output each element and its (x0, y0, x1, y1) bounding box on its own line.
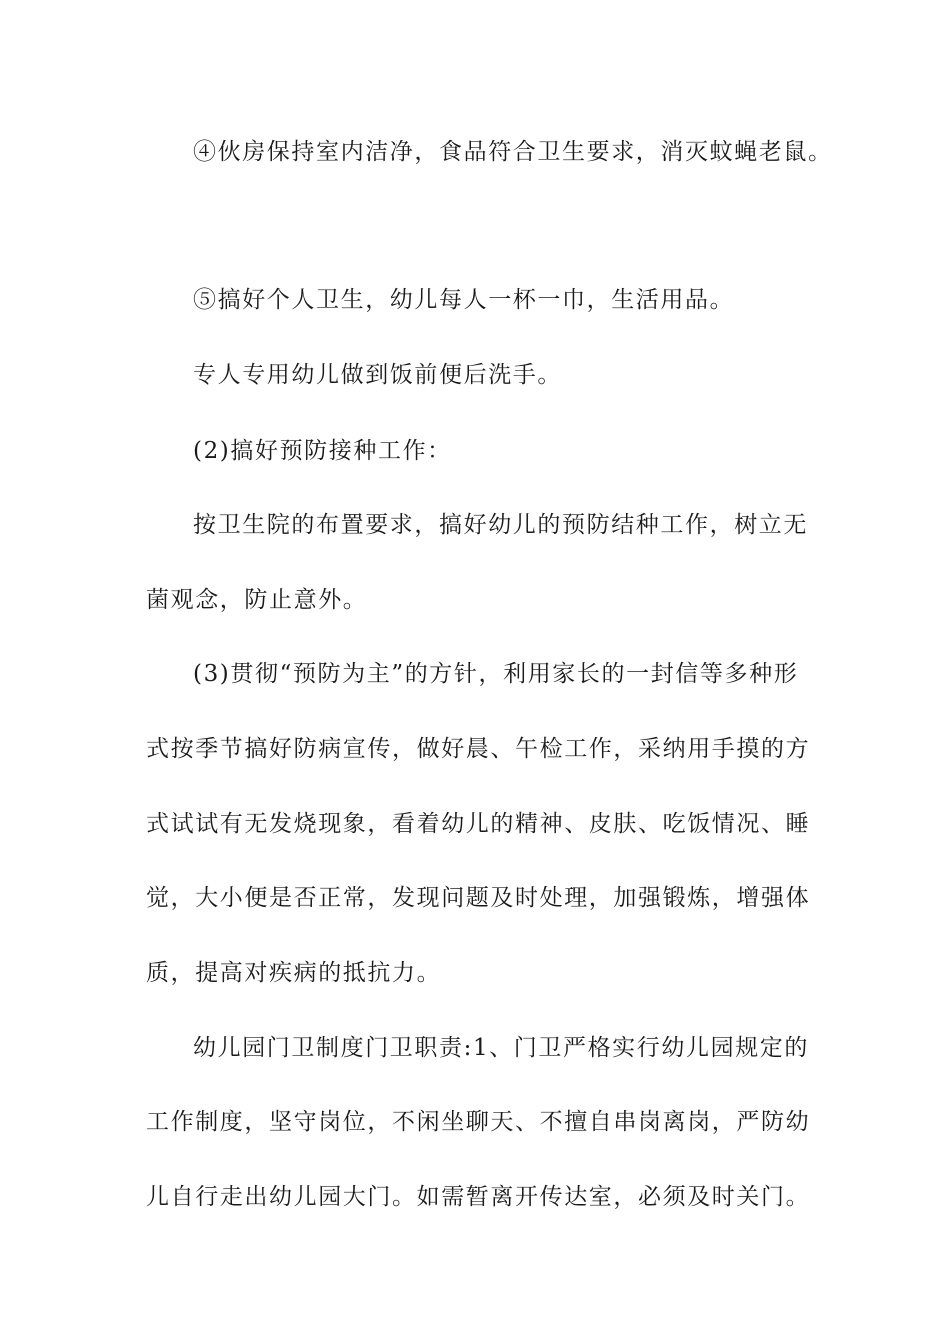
text-line-13: 工作制度，坚守岗位，不闲坐聊天、不擅自串岗离岗，严防幼 (146, 1109, 811, 1135)
text-line-2: ⑤搞好个人卫生，幼儿每人一杯一巾，生活用品。 (193, 287, 735, 313)
text-line-7: (3)贯彻“预防为主”的方针，利用家长的一封信等多种形 (193, 661, 799, 687)
text-line-14: 儿自行走出幼儿园大门。如需暂离开传达室，必须及时关门。 (146, 1184, 811, 1210)
text-line-3: 专人专用幼儿做到饭前便后洗手。 (193, 362, 562, 388)
text-line-5: 按卫生院的布置要求，搞好幼儿的预防结种工作，树立无 (193, 512, 808, 538)
text-line-12: 幼儿园门卫制度门卫职责:1、门卫严格实行幼儿园规定的 (193, 1035, 809, 1061)
text-line-4: (2)搞好预防接种工作： (193, 438, 452, 464)
text-line-10: 觉，大小便是否正常，发现问题及时处理，加强锻炼，增强体 (146, 885, 811, 911)
text-line-11: 质，提高对疾病的抵抗力。 (146, 960, 442, 986)
text-line-6: 菌观念，防止意外。 (146, 587, 368, 613)
text-line-9: 式试试有无发烧现象，看着幼儿的精神、皮肤、吃饭情况、睡 (146, 811, 811, 837)
text-line-1: ④伙房保持室内洁净，食品符合卫生要求，消灭蚊蝇老鼠。 (193, 139, 833, 165)
text-line-8: 式按季节搞好防病宣传，做好晨、午检工作，采纳用手摸的方 (146, 736, 811, 762)
